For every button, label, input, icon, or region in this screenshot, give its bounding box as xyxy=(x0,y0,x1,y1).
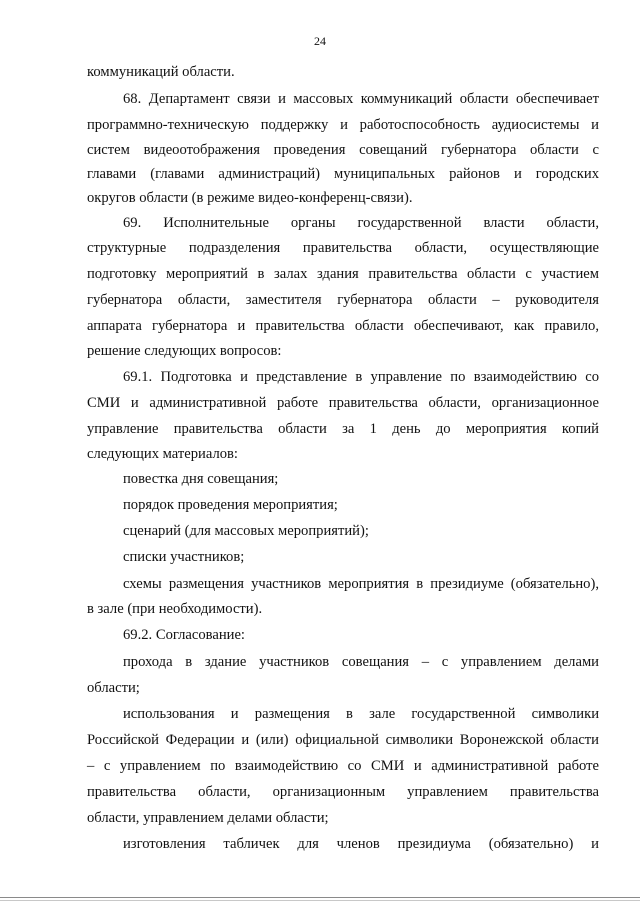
list-item: схемы размещения участников мероприятия в президиуме (обязательно), xyxy=(123,576,599,592)
text-line: следующих материалов: xyxy=(87,446,238,462)
text-line: в зале (при необходимости). xyxy=(87,601,263,617)
list-item: порядок проведения мероприятия; xyxy=(123,497,338,513)
text-line: систем видеоотображения проведения совещаний губернатора области с xyxy=(87,142,599,158)
text-line: области, управлением делами области; xyxy=(87,810,329,826)
text-line: области; xyxy=(87,680,140,696)
text-line: 69. Исполнительные органы государственной власти области, xyxy=(123,215,599,231)
text-line: 69.2. Согласование: xyxy=(123,627,245,643)
text-line: главами (главами администраций) муниципальных районов и городских xyxy=(87,166,599,182)
list-item: сценарий (для массовых мероприятий); xyxy=(123,523,369,539)
page-bottom-edge xyxy=(0,897,640,901)
text-line: программно-техническую поддержку и работоспособность аудиосистемы и xyxy=(87,117,599,133)
text-line: аппарата губернатора и правительства области обеспечивают, как правило, xyxy=(87,318,599,334)
text-line: округов области (в режиме видео-конференц-связи). xyxy=(87,190,413,206)
text-line: решение следующих вопросов: xyxy=(87,343,282,359)
text-line: губернатора области, заместителя губернатора области – руководителя xyxy=(87,292,599,308)
list-item: повестка дня совещания; xyxy=(123,471,279,487)
text-line: – с управлением по взаимодействию со СМИ и административной работе xyxy=(87,758,599,774)
text-line: изготовления табличек для членов президиума (обязательно) и xyxy=(123,836,599,852)
text-line: СМИ и административной работе правительства области, организационное xyxy=(87,395,599,411)
text-line: структурные подразделения правительства области, осуществляющие xyxy=(87,240,599,256)
text-line: использования и размещения в зале государственной символики xyxy=(123,706,599,722)
text-line: 69.1. Подготовка и представление в управление по взаимодействию со xyxy=(123,369,599,385)
page-number: 24 xyxy=(314,34,326,48)
text-line: подготовку мероприятий в залах здания правительства области с участием xyxy=(87,266,599,282)
text-line: прохода в здание участников совещания – с управлением делами xyxy=(123,654,599,670)
text-line: 68. Департамент связи и массовых коммуникаций области обеспечивает xyxy=(123,91,599,107)
text-line: правительства области, организационным управлением правительства xyxy=(87,784,599,800)
text-line: Российской Федерации и (или) официальной символики Воронежской области xyxy=(87,732,599,748)
list-item: списки участников; xyxy=(123,549,245,565)
text-line: коммуникаций области. xyxy=(87,64,235,80)
text-line: управление правительства области за 1 день до мероприятия копий xyxy=(87,421,599,437)
